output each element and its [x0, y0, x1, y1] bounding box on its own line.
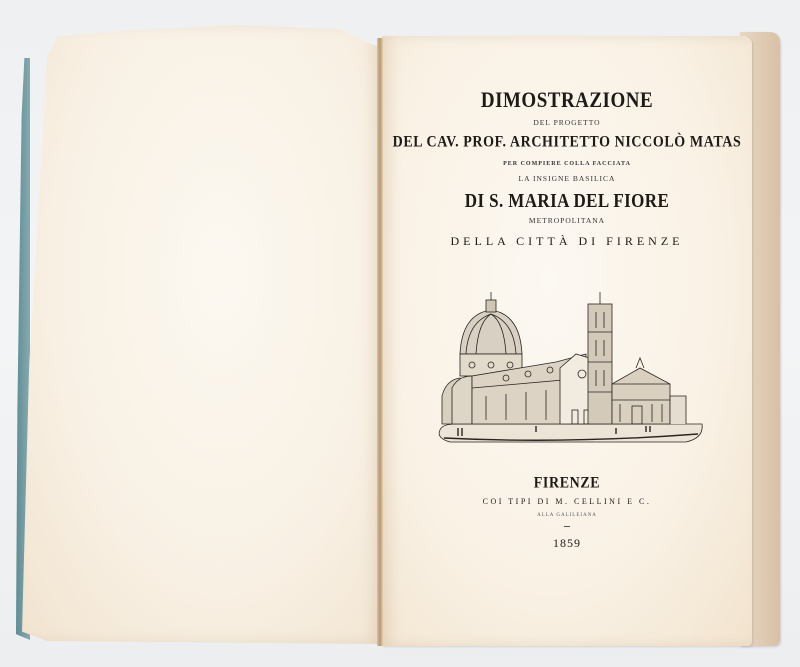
- title-line-7: METROPOLITANA: [528, 216, 606, 225]
- title-main: DIMOSTRAZIONE: [480, 88, 654, 113]
- left-page: [22, 24, 382, 644]
- title-line-5: LA INSIGNE BASILICA: [518, 174, 616, 183]
- imprint-press-note: ALLA GALILEIANA: [537, 513, 597, 518]
- title-line-4: PER COMPIERE COLLA FACCIATA: [503, 161, 631, 167]
- title-block: [382, 88, 752, 252]
- imprint-year: 1859: [553, 536, 581, 550]
- title-line-6: DI S. MARIA DEL FIORE: [464, 189, 670, 212]
- left-page-bleed-through: [165, 232, 305, 292]
- title-line-8: DELLA CITTÀ DI FIRENZE: [450, 234, 684, 248]
- imprint-rule: [564, 526, 570, 527]
- imprint-printer: COI TIPI DI M. CELLINI E C.: [482, 497, 652, 506]
- cathedral-engraving-icon: [436, 292, 706, 448]
- imprint-block: [382, 474, 752, 551]
- title-line-2: DEL PROGETTO: [533, 118, 601, 127]
- imprint-city: FIRENZE: [533, 475, 601, 492]
- title-line-3: DEL CAV. PROF. ARCHITETTO NICCOLÒ MATAS: [392, 133, 742, 152]
